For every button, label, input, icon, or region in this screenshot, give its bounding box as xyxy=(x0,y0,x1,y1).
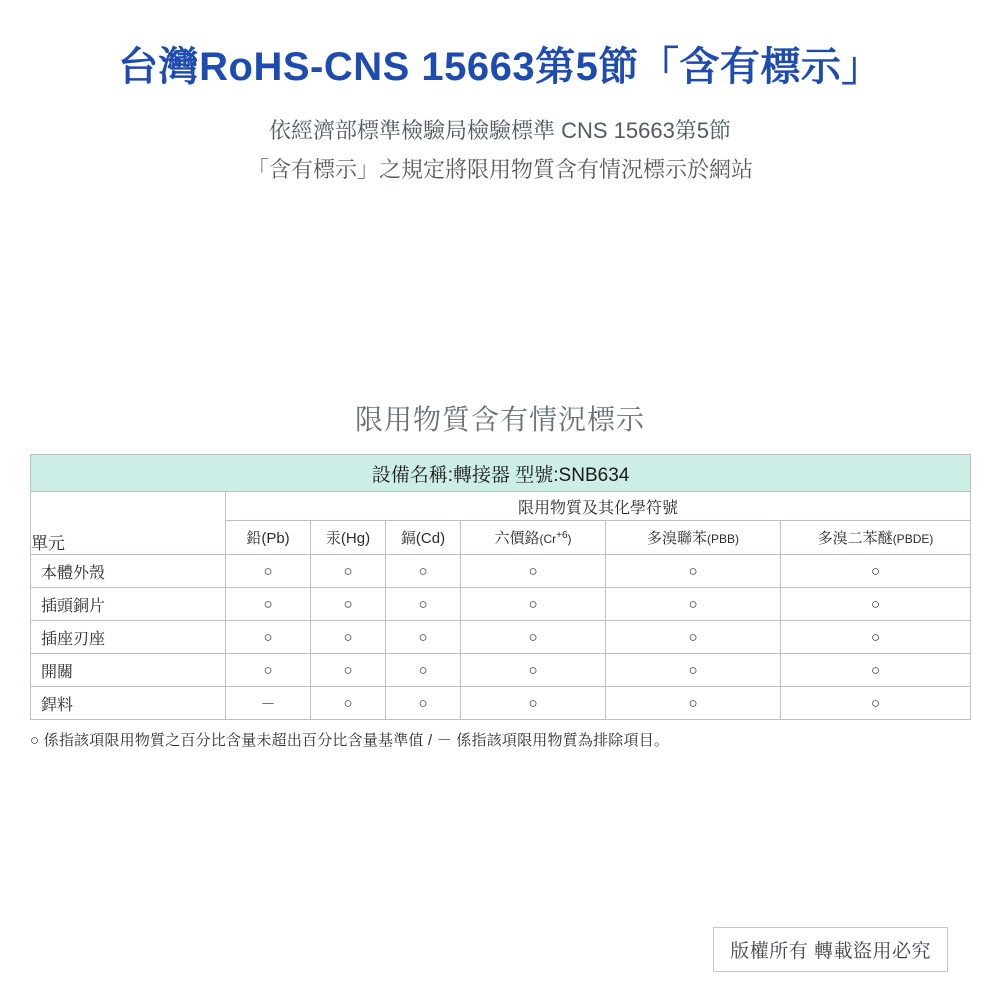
unit-label: 插座刃座 xyxy=(31,621,226,654)
rohs-table xyxy=(30,454,971,720)
cell-value: ○ xyxy=(311,588,386,621)
table-row xyxy=(31,555,971,588)
cell-value: ○ xyxy=(781,621,971,654)
table-row xyxy=(31,621,971,654)
substance-header-pbb: 多溴聯苯(PBB) xyxy=(606,521,781,555)
subtitle-line-2: 「含有標示」之規定將限用物質含有情況標示於網站 xyxy=(246,156,753,182)
cell-value: ○ xyxy=(461,687,606,720)
substance-header-pbde: 多溴二苯醚(PBDE) xyxy=(781,521,971,555)
unit-label: 開關 xyxy=(31,654,226,687)
cell-value: ○ xyxy=(781,654,971,687)
cell-value: ○ xyxy=(606,621,781,654)
cell-value: ○ xyxy=(386,654,461,687)
restricted-substances-header: 限用物質及其化學符號 xyxy=(226,492,971,521)
cell-value: ○ xyxy=(311,687,386,720)
equipment-row xyxy=(31,455,971,492)
table-row xyxy=(31,687,971,720)
cell-value: ○ xyxy=(226,588,311,621)
declaration-title: 限用物質含有情況標示 xyxy=(354,404,645,435)
cell-value: ○ xyxy=(226,621,311,654)
cell-value: ○ xyxy=(386,555,461,588)
table-row xyxy=(31,654,971,687)
cell-value: ○ xyxy=(781,555,971,588)
cell-value: ○ xyxy=(606,654,781,687)
cell-value: ○ xyxy=(386,687,461,720)
table-footnote: ○ 係指該項限用物質之百分比含量未超出百分比含量基準值 / － 係指該項限用物質為排除項目。 xyxy=(30,732,670,749)
unit-label: 本體外殼 xyxy=(31,555,226,588)
cell-value: ○ xyxy=(226,555,311,588)
equipment-name-cell: 設備名稱:轉接器 型號:SNB634 xyxy=(31,455,971,492)
cell-value: ○ xyxy=(311,654,386,687)
cell-value: ○ xyxy=(781,588,971,621)
cell-value: ○ xyxy=(311,555,386,588)
cell-value: ○ xyxy=(461,555,606,588)
substance-header-cd: 鎘(Cd) xyxy=(386,521,461,555)
cell-value: ○ xyxy=(461,588,606,621)
cell-value: ○ xyxy=(461,654,606,687)
cell-value: ○ xyxy=(386,621,461,654)
unit-label: 銲料 xyxy=(31,687,226,720)
substance-header-pb: 鉛(Pb) xyxy=(226,521,311,555)
unit-label: 插頭銅片 xyxy=(31,588,226,621)
cell-value: ○ xyxy=(226,654,311,687)
declaration-section xyxy=(30,398,970,750)
page-title: 台灣RoHS-CNS 15663第5節「含有標示」 xyxy=(118,45,882,89)
table-header-row-1 xyxy=(31,492,971,521)
substance-header-cr6: 六價鉻$(Cr^{+6})$ xyxy=(461,521,606,555)
cell-value: ○ xyxy=(311,621,386,654)
copyright-stamp: 版權所有 轉載盜用必究 xyxy=(713,927,948,972)
cell-value: ○ xyxy=(386,588,461,621)
cell-value: ○ xyxy=(781,687,971,720)
cell-value: ○ xyxy=(606,555,781,588)
subtitle-line-1: 依經濟部標準檢驗局檢驗標準 CNS 15663第5節 xyxy=(268,118,732,143)
page-header xyxy=(0,0,1000,189)
cell-value: ○ xyxy=(461,621,606,654)
substance-header-hg: 汞(Hg) xyxy=(311,521,386,555)
unit-header-cell: 單元 xyxy=(31,492,226,555)
table-row xyxy=(31,588,971,621)
cell-value: － xyxy=(226,687,311,720)
cell-value: ○ xyxy=(606,687,781,720)
cell-value: ○ xyxy=(606,588,781,621)
page-subtitle xyxy=(0,112,1000,189)
